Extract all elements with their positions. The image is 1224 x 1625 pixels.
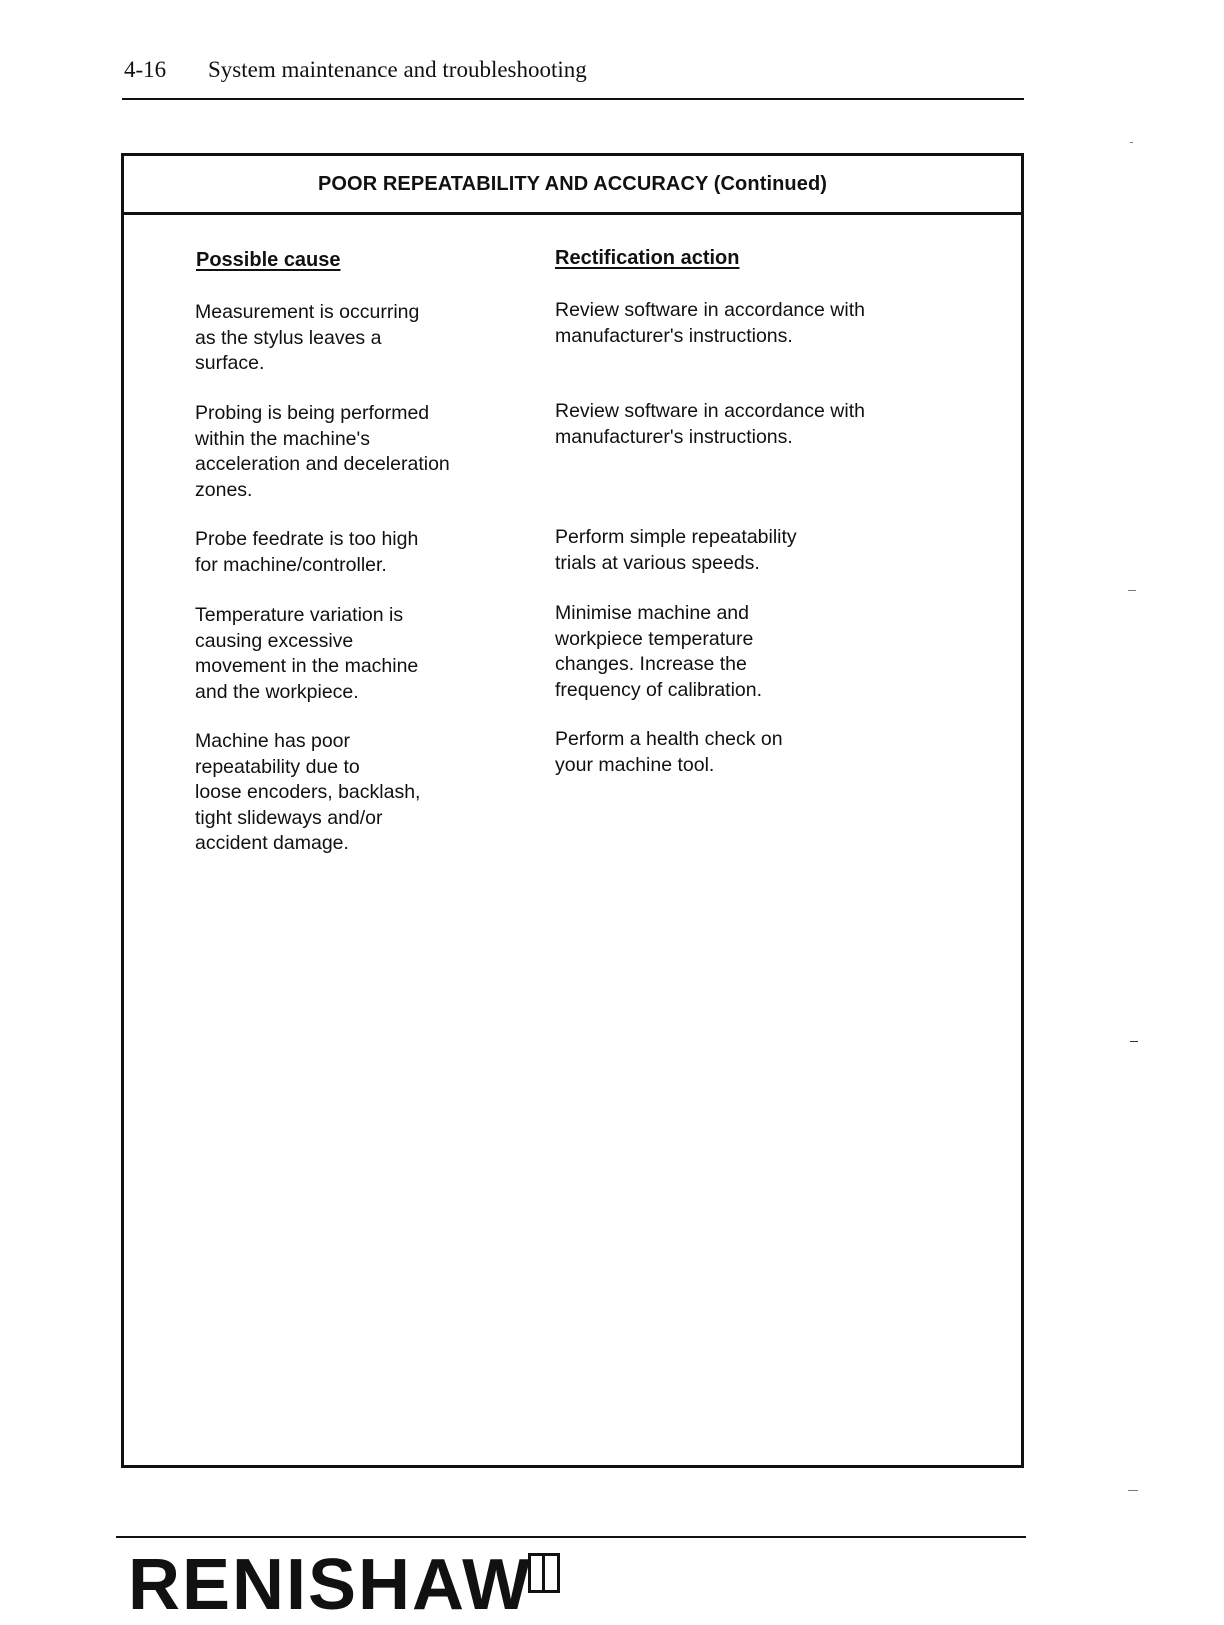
cause-text: Probe feedrate is too high for machine/controller. (195, 528, 419, 576)
section-title: System maintenance and troubleshooting (208, 57, 587, 82)
logo-symbol-icon (528, 1553, 560, 1593)
cause-text: Temperature variation is causing excessive movement in the machine and the workpiece. (195, 604, 419, 703)
scan-mark (1130, 142, 1133, 143)
cause-text: Probing is being performed within the machine's acceleration and deceleration zones. (195, 402, 450, 501)
action-text: Perform a health check on your machine tool. (555, 728, 783, 776)
troubleshooting-panel (121, 153, 1024, 1468)
scan-mark (1128, 590, 1136, 591)
renishaw-logo (128, 1545, 568, 1625)
cause-text: Machine has poor repeatability due to loose encoders, backlash, tight slideways and/or accident damage. (195, 730, 421, 854)
scan-mark (1128, 1490, 1138, 1491)
page-header (122, 56, 1024, 100)
panel-title: POOR REPEATABILITY AND ACCURACY (Continued) (124, 156, 1021, 215)
action-text: Review software in accordance with manufacturer's instructions. (555, 400, 865, 448)
cause-text: Measurement is occurring as the stylus leaves a surface. (195, 301, 420, 374)
logo-wordmark: RENISHAW (128, 1545, 533, 1625)
footer-rule (116, 1536, 1026, 1538)
action-text: Perform simple repeatability trials at various speeds. (555, 526, 797, 574)
column-header-possible-cause: Possible cause (196, 249, 341, 271)
page-number: 4-16 (124, 57, 167, 82)
column-header-rectification-action: Rectification action (555, 247, 740, 269)
action-text: Minimise machine and workpiece temperature changes. Increase the frequency of calibration. (555, 602, 763, 701)
action-text: Review software in accordance with manufacturer's instructions. (555, 299, 865, 347)
scan-mark (1130, 1041, 1138, 1042)
